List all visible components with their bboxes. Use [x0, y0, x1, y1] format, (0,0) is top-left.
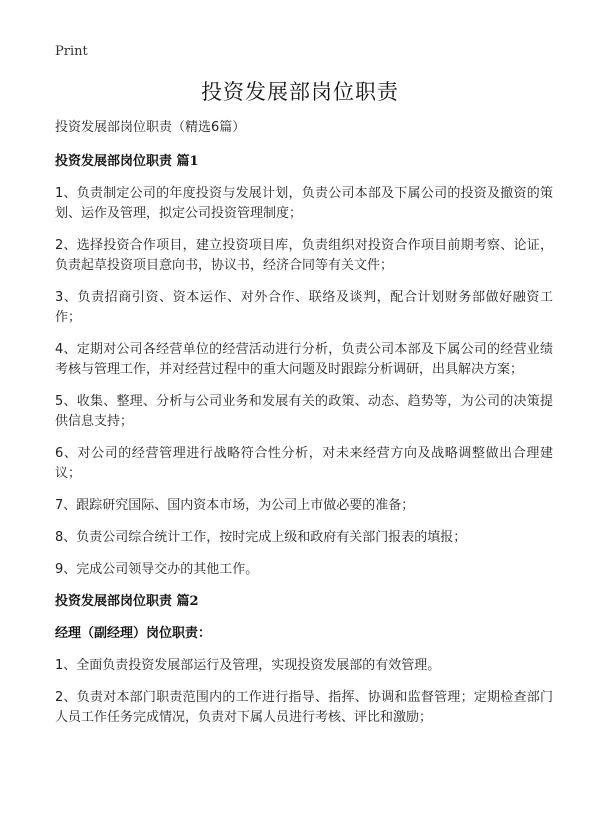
section-1-item-5: 5、收集、整理、分析与公司业务和发展有关的政策、动态、趋势等，为公司的决策提供信息支持；: [55, 394, 553, 429]
section-1-item-9: 9、完成公司领导交办的其他工作。: [55, 562, 259, 577]
section-1-heading: 投资发展部岗位职责 篇1: [55, 154, 199, 169]
section-1-item-8: 8、负责公司综合统计工作，按时完成上级和政府有关部门报表的填报；: [55, 530, 467, 545]
section-1-item-4: 4、定期对公司各经营单位的经营活动进行分析，负责公司本部及下属公司的经营业绩考核与管理工作，并对经营过程中的重大问题及时跟踪分析调研，出具解决方案；: [55, 342, 553, 377]
document-subtitle: 投资发展部岗位职责（精选6篇）: [55, 120, 246, 135]
document-title: 投资发展部岗位职责: [201, 80, 399, 104]
section-1-item-7: 7、跟踪研究国际、国内资本市场，为公司上市做必要的准备；: [55, 498, 415, 513]
section-2-item-2: 2、负责对本部门职责范围内的工作进行指导、指挥、协调和监督管理；定期检查部门人员工作任务完成情况，负责对下属人员进行考核、评比和激励；: [55, 690, 553, 725]
section-1-item-1: 1、负责制定公司的年度投资与发展计划，负责公司本部及下属公司的投资及撤资的策划、运作及管理，拟定公司投资管理制度；: [55, 186, 553, 221]
section-2-item-1: 1、全面负责投资发展部运行及管理，实现投资发展部的有效管理。: [55, 658, 441, 673]
section-1-item-3: 3、负责招商引资、资本运作、对外合作、联络及谈判，配合计划财务部做好融资工作；: [55, 290, 553, 325]
section-1-item-2: 2、选择投资合作项目，建立投资项目库，负责组织对投资合作项目前期考察、论证，负责起草投资项目意向书，协议书，经济合同等有关文件；: [55, 238, 553, 273]
document-body: [55, 118, 553, 740]
section-2-subheading: 经理（副经理）岗位职责：: [55, 626, 212, 641]
section-1-item-6: 6、对公司的经营管理进行战略符合性分析，对未来经营方向及战略调整做出合理建议；: [55, 446, 553, 481]
section-2-heading: 投资发展部岗位职责 篇2: [55, 594, 199, 609]
print-label: Print: [55, 44, 88, 59]
